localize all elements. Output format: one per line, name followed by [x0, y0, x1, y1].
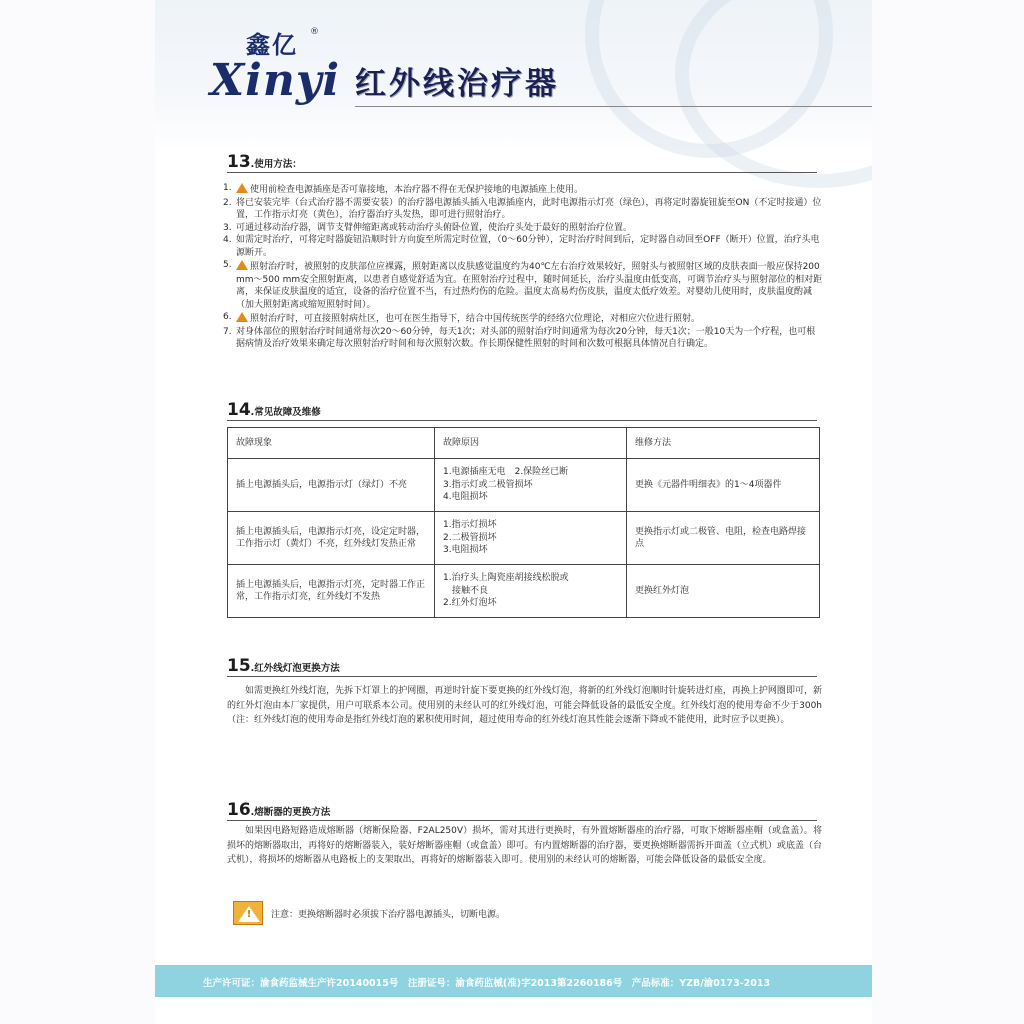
table-header-phenomenon: 故障现象	[228, 428, 435, 459]
item-number: 6.	[223, 312, 232, 322]
item-number: 4.	[223, 235, 232, 245]
section-number: 15	[227, 656, 251, 676]
item-number: 1.	[223, 183, 232, 193]
instruction-item	[223, 311, 823, 326]
fault-fix: 更换《元器件明细表》的1～4项器件	[627, 459, 820, 512]
usage-instructions-list	[223, 182, 823, 351]
fault-phenomenon: 插上电源插头后，电源指示灯（绿灯）不亮	[228, 459, 435, 512]
fault-cause	[435, 512, 627, 565]
safety-notice	[233, 901, 793, 925]
manual-page	[155, 0, 872, 1024]
item-text-wrap	[236, 197, 823, 222]
table-header-cause: 故障原因	[435, 428, 627, 459]
item-number: 5.	[223, 260, 232, 270]
section-13-heading	[227, 152, 817, 172]
cause-line: 2.二极管损坏	[443, 532, 497, 543]
section-divider	[227, 420, 817, 421]
item-text-wrap	[236, 311, 823, 326]
section-divider	[227, 676, 817, 677]
instruction-item	[223, 259, 823, 311]
item-text: 照射治疗时，被照射的皮肤部位应裸露，照射距离以皮肤感觉温度约为40℃左右治疗效果较好，照射头与被照射区域的皮肤表面一般应保持200 mm～500 mm安全照射距离，以患者自感觉舒适为宜。在照射治疗过程中，随时间延长，治疗头温度由低变高，可调节治疗头与照射部位的相对距离，来保证皮肤温度的适宜，设备的治疗位置不当，有过热灼伤的危险。温度太高易灼伤皮肤，温度太低疗效差。对婴幼儿使用时，皮肤温度酌减（加大照射距离或缩短照射时间）。	[236, 262, 823, 310]
cause-line: 1.治疗头上陶瓷座胡接线松脱或	[443, 573, 569, 584]
section-number: 14	[227, 400, 251, 420]
fault-phenomenon: 插上电源插头后，电源指示灯亮，设定定时器，工作指示灯（黄灯）不亮，红外线灯发热正常	[228, 512, 435, 565]
section-title: .熔断器的更换方法	[250, 807, 331, 818]
item-text: 如需定时治疗，可将定时器旋钮沿顺时针方向旋至所需定时位置，（0～60分钟），定时治疗时间到后，定时器自动回至OFF（断开）位置，治疗头电源断开。	[236, 235, 820, 258]
item-text-wrap	[236, 326, 823, 351]
bulb-replacement-text: 如需更换红外线灯泡，先拆下灯罩上的护网圈，再逆时针旋下要更换的红外线灯泡，将新的红外线灯泡顺时针旋转进灯座，再换上护网圈即可，新的红外灯泡由本厂家提供，用户可联系本公司。使用别的未经认可的红外线灯泡，可能会降低设备的最低安全度。红外线灯泡的使用寿命不少于300h（注：红外线灯泡的使用寿命是指红外线灯泡的累积使用时间，超过使用寿命的红外线灯泡其性能会逐渐下降或不能使用，此时应予以更换）。	[227, 686, 822, 725]
cause-line: 4.电阻损坏	[443, 492, 488, 503]
table-row	[228, 512, 820, 565]
instruction-item	[223, 197, 823, 222]
table-row	[228, 565, 820, 618]
section-divider	[227, 172, 817, 173]
warning-icon	[236, 260, 248, 270]
item-text: 对身体部位的照射治疗时间通常每次20～60分钟，每天1次；对头部的照射治疗时间通常为每次20分钟，每天1次；一般10天为一个疗程，也可根据病情及治疗效果来确定每次照射治疗时间和每次照射次数。作长期保健性照射的时间和次数可根据具体情况自行确定。	[236, 326, 816, 349]
table-row	[228, 459, 820, 512]
item-text-wrap	[236, 222, 823, 235]
fuse-replacement-text: 如果因电路短路造成熔断器（熔断保险器、F2AL250V）损坏，需对其进行更换时，有外置熔断器座的治疗器，可取下熔断器座帽（或盒盖）。将损坏的熔断器取出，再将好的熔断器装入，装好熔断器座帽（或盒盖）即可。有内置熔断器的治疗器，要更换熔断器需拆开面盖（立式机）或底盖（台式机），将损坏的熔断器从电路板上的支架取出，再将好的熔断器装入即可。使用别的未经认可的熔断器，可能会降低设备的最低安全度。	[227, 826, 822, 865]
item-number: 3.	[223, 222, 232, 233]
section-title: .常见故障及维修	[250, 407, 321, 418]
page-title: 红外线治疗器	[355, 66, 559, 102]
notice-text: 注意：更换熔断器时必须拔下治疗器电源插头，切断电源。	[271, 910, 506, 920]
footer-band	[155, 965, 872, 997]
warning-icon: !	[233, 901, 263, 925]
section-14-heading	[227, 400, 817, 420]
registered-mark: ®	[310, 27, 319, 37]
section-number: 13	[227, 152, 251, 172]
cause-line: 3.电阻损坏	[443, 545, 488, 556]
cause-line: 1.指示灯损坏	[443, 520, 497, 531]
section-16-heading	[227, 800, 817, 820]
logo-english: Xinyi	[210, 55, 341, 106]
cause-line: 2.红外灯泡坏	[443, 598, 497, 609]
section-title: .红外线灯泡更换方法	[250, 663, 340, 674]
fault-cause	[435, 459, 627, 512]
item-text-wrap	[236, 234, 823, 259]
item-text: 将已安装完毕（台式治疗器不需要安装）的治疗器电源插头插入电源插座内，此时电源指示灯亮（绿色），再将定时器旋钮旋至ON（不定时接通）位置，工作指示灯亮（黄色），治疗器治疗头发热，即可进行照射治疗。	[236, 197, 822, 220]
warning-icon	[236, 183, 248, 193]
header-divider	[355, 106, 872, 107]
brand-logo	[210, 25, 360, 105]
instruction-item	[223, 222, 823, 235]
item-text-wrap	[236, 182, 823, 197]
section-number: 16	[227, 800, 251, 820]
section-divider	[227, 820, 817, 821]
table-header-fix: 维修方法	[627, 428, 820, 459]
item-text: 使用前检查电源插座是否可靠接地，本治疗器不得在无保护接地的电源插座上使用。	[250, 185, 584, 195]
item-text: 照射治疗时，可直接照射病灶区，也可在医生指导下，结合中国传统医学的经络穴位理论，对相应穴位进行照射。	[250, 314, 701, 324]
item-text-wrap	[236, 259, 823, 311]
item-number: 7.	[223, 326, 232, 337]
section-15-heading	[227, 656, 817, 676]
cause-line: 1.电源插座无电 2.保险丝已断	[443, 467, 569, 478]
footer-license-text: 生产许可证：渝食药监械生产许20140015号 注册证号：渝食药监械(准)字2013第2260186号 产品标准：YZB/渝0173-2013	[203, 978, 771, 989]
instruction-item	[223, 234, 823, 259]
item-number: 2.	[223, 197, 232, 208]
instruction-item	[223, 326, 823, 351]
fault-phenomenon: 插上电源插头后，电源指示灯亮，定时器工作正常，工作指示灯亮，红外线灯不发热	[228, 565, 435, 618]
fault-fix: 更换红外灯泡	[627, 565, 820, 618]
item-text: 可通过移动治疗器，调节支臂伸缩距离或转动治疗头俯卧位置，使治疗头处于最好的照射治疗位置。	[236, 222, 633, 233]
fault-table	[227, 427, 820, 618]
cause-line: 接触不良	[443, 585, 489, 596]
section-title: .使用方法：	[250, 159, 302, 170]
warning-icon	[236, 312, 248, 322]
cause-line: 3.指示灯或二极管损坏	[443, 479, 533, 490]
logo-chinese: 鑫亿	[246, 31, 298, 59]
fault-fix: 更换指示灯或二极管、电阻，检查电路焊接点	[627, 512, 820, 565]
instruction-item	[223, 182, 823, 197]
fault-cause	[435, 565, 627, 618]
